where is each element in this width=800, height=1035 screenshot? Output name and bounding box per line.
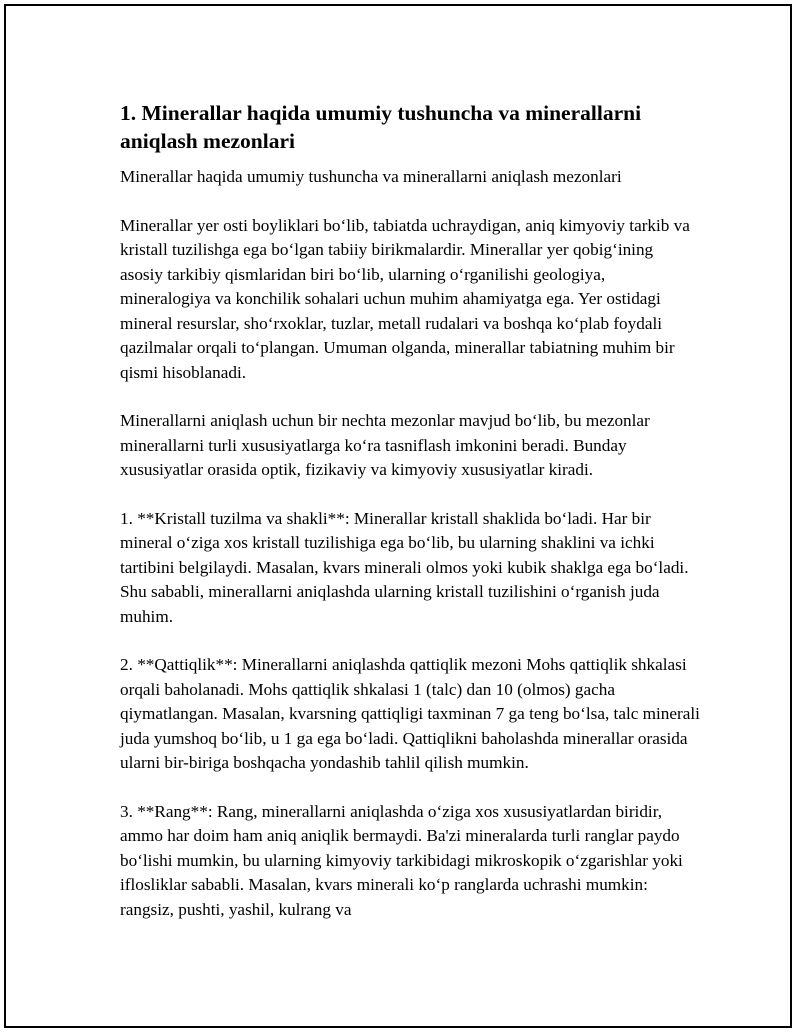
paragraph-crystal-structure: 1. **Kristall tuzilma va shakli**: Minerallar kristall shaklida bo‘ladi. Har bir mineral o‘ziga xos kristall tuzilishiga ega bo‘lib, bu ularning shaklini va ichki tartibini belgilaydi. Masalan, kvars minerali olmos yoki kubik shaklga ega bo‘ladi. Shu sababli, minerallarni aniqlashda ularning kristall tuzilishini o‘rganish juda muhim. xyxy=(120,508,689,626)
paragraph-color: 3. **Rang**: Rang, minerallarni aniqlashda o‘ziga xos xususiyatlardan biridir, ammo har doim ham aniq aniqlik bermaydi. Ba'zi mineralarda turli ranglar paydo bo‘lishi mumkin, bu ularning kimyoviy tarkibidagi mikroskopik o‘zgarishlar yoki iflosliklar sababli. Masalan, kvars minerali ko‘p ranglarda uchrashi mumkin: rangsiz, pushti, yashil, kulrang va xyxy=(120,801,683,919)
document-title: 1. Minerallar haqida umumiy tushuncha va minerallarni aniqlash mezonlari xyxy=(120,101,642,153)
paragraph-criteria: Minerallarni aniqlash uchun bir nechta mezonlar mavjud bo‘lib, bu mezonlar minerallarni turli xususiyatlarga ko‘ra tasniflash imkonini beradi. Bunday xususiyatlar orasida optik, fizikaviy va kimyoviy xususiyatlar kiradi. xyxy=(120,411,650,479)
paragraph-hardness: 2. **Qattiqlik**: Minerallarni aniqlashda qattiqlik mezoni Mohs qattiqlik shkalasi orqali baholanadi. Mohs qattiqlik shkalasi 1 (talc) dan 10 (olmos) gacha qiymatlangan. Masalan, kvarsning qattiqligi taxminan 7 ga teng bo‘lsa, talc minerali juda yumshoq bo‘lib, u 1 ga ega bo‘ladi. Qattiqlikni baholashda minerallar orasida ularni bir-biriga boshqacha yondashib tahlil qilish mumkin. xyxy=(120,655,700,772)
document-page xyxy=(4,4,792,1028)
document-subtitle: Minerallar haqida umumiy tushuncha va minerallarni aniqlash mezonlari xyxy=(120,167,622,186)
paragraph-intro: Minerallar yer osti boyliklari bo‘lib, tabiatda uchraydigan, aniq kimyoviy tarkib va kristall tuzilishga ega bo‘lgan tabiiy birikmalardir. Minerallar yer qobig‘ining asosiy tarkibiy qismlaridan biri bo‘lib, ularning o‘rganilishi geologiya, mineralogiya va konchilik sohalari uchun muhim ahamiyatga ega. Yer ostidagi mineral resurslar, sho‘rxoklar, tuzlar, metall rudalari va boshqa ko‘plab foydali qazilmalar orqali to‘plangan. Umuman olganda, minerallar tabiatning muhim bir qismi hisoblanadi. xyxy=(120,215,690,382)
document-body xyxy=(120,99,700,946)
